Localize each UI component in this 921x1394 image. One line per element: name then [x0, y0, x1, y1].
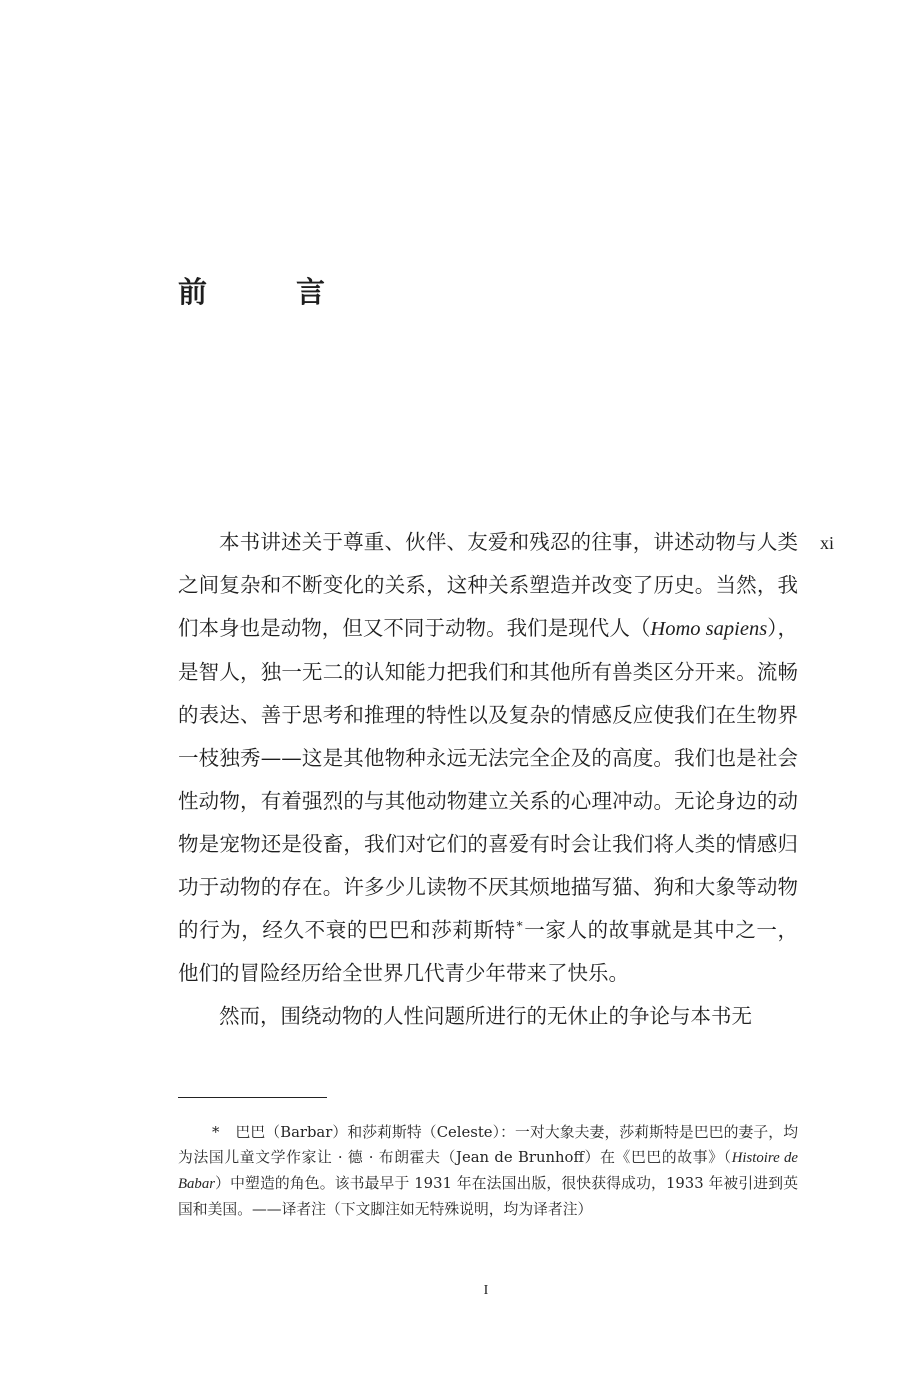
- paragraph-1-text-a: 本书讲述关于尊重、伙伴、友爱和残忍的往事，讲述动物与人类之间复杂和不断变化的关系，这种关系塑造并改变了历史。当然，我们本身也是动物，但又不同于动物。我们是现代人（: [178, 530, 798, 640]
- footnote: [178, 1120, 798, 1222]
- footnote-reference-mark: *: [516, 919, 523, 933]
- footnote-mark: *: [212, 1124, 220, 1141]
- paragraph-1-text-c: 一家人的故事就是其中之一，他们的冒险经历给全世界几代青少年带来了快乐。: [178, 918, 799, 985]
- paragraph-1-text-b: ），是智人，独一无二的认知能力把我们和其他所有兽类区分开来。流畅的表达、善于思考和推理的特性以及复杂的情感反应使我们在生物界一枝独秀——这是其他物种永远无法完全企及的高度。我们也是社会性动物，有着强烈的与其他动物建立关系的心理冲动。无论身边的动物是宠物还是役畜，我们对它们的喜爱有时会让我们将人类的情感归功于动物的存在。许多少儿读物不厌其烦地描写猫、狗和大象等动物的行为，经久不衰的巴巴和莎莉斯特: [178, 616, 799, 942]
- body-text: [178, 521, 798, 1038]
- footnote-divider: [178, 1097, 327, 1098]
- paragraph-1: [178, 521, 798, 995]
- footnote-text-b: ）中塑造的角色。该书最早于 1931 年在法国出版，很快获得成功，1933 年被引进到英国和美国。——译者注（下文脚注如无特殊说明，均为译者注）: [178, 1175, 798, 1218]
- page-title: 前 言: [178, 275, 356, 309]
- footnote-text-a: 巴巴（Barbar）和莎莉斯特（Celeste）：一对大象夫妻，莎莉斯特是巴巴的妻子，均为法国儿童文学作家让 · 德 · 布朗霍夫（Jean de Brunhoff）在《巴巴的故事》（: [178, 1124, 798, 1166]
- paragraph-1-italic-term: Homo sapiens: [650, 618, 768, 640]
- paragraph-2: 然而，围绕动物的人性问题所进行的无休止的争论与本书无: [219, 1004, 752, 1028]
- margin-page-number: xi: [820, 533, 835, 553]
- footnote-italic-title: Histoire de Babar: [178, 1150, 798, 1192]
- page-folio: I: [483, 1283, 489, 1298]
